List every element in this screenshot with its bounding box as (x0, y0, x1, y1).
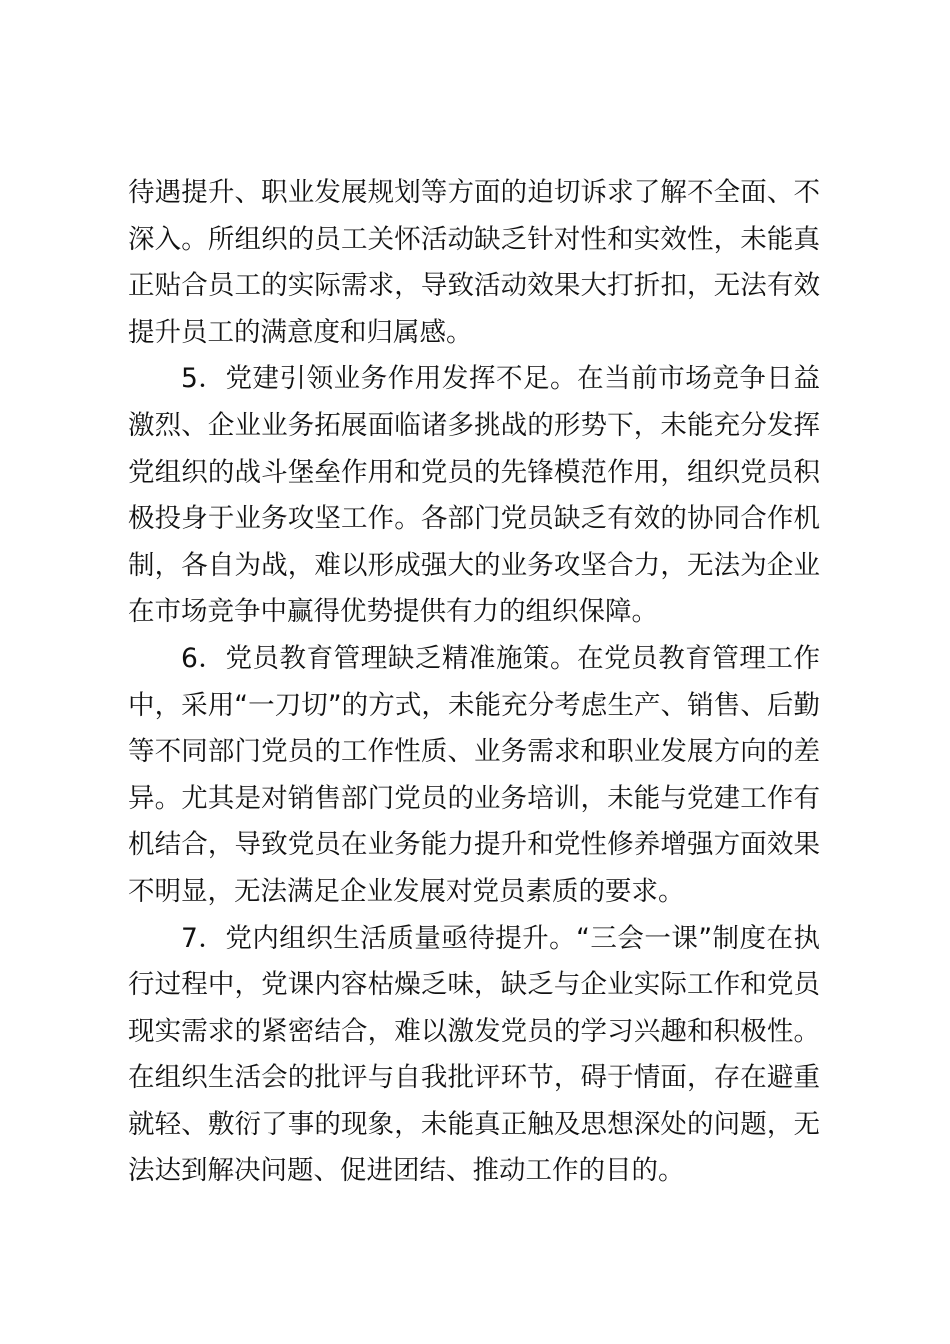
document-body (128, 170, 820, 1195)
paragraph-item-5: 5．党建引领业务作用发挥不足。在当前市场竞争日益激烈、企业业务拓展面临诸多挑战的形势下，未能充分发挥党组织的战斗堡垒作用和党员的先锋模范作用，组织党员积极投身于业务攻坚工作。各部门党员缺乏有效的协同合作机制，各自为战，难以形成强大的业务攻坚合力，无法为企业在市场竞争中赢得优势提供有力的组织保障。 (128, 363, 820, 628)
paragraph-item-7: 7．党内组织生活质量亟待提升。“三会一课”制度在执行过程中，党课内容枯燥乏味，缺乏与企业实际工作和党员现实需求的紧密结合，难以激发党员的学习兴趣和积极性。在组织生活会的批评与自我批评环节，碍于情面，存在避重就轻、敷衍了事的现象，未能真正触及思想深处的问题，无法达到解决问题、促进团结、推动工作的目的。 (128, 922, 820, 1187)
paragraph-continuation: 待遇提升、职业发展规划等方面的迫切诉求了解不全面、不深入。所组织的员工关怀活动缺乏针对性和实效性，未能真正贴合员工的实际需求，导致活动效果大打折扣，无法有效提升员工的满意度和归属感。 (128, 177, 820, 348)
paragraph-item-6: 6．党员教育管理缺乏精准施策。在党员教育管理工作中，采用“一刀切”的方式，未能充分考虑生产、销售、后勤等不同部门党员的工作性质、业务需求和职业发展方向的差异。尤其是对销售部门党员的业务培训，未能与党建工作有机结合，导致党员在业务能力提升和党性修养增强方面效果不明显，无法满足企业发展对党员素质的要求。 (128, 642, 820, 907)
